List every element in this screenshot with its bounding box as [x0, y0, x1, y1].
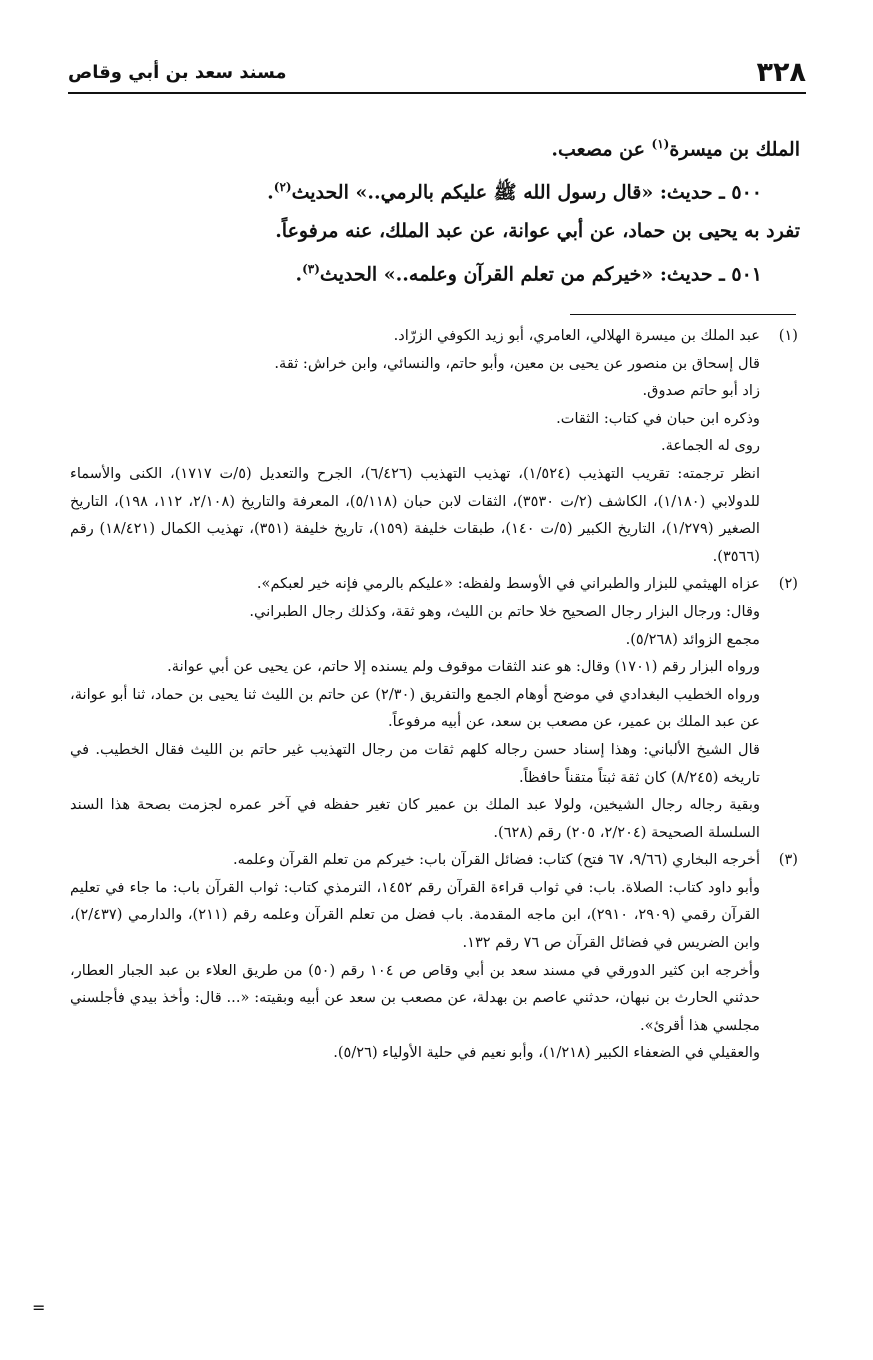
main-line-3: تفرد به يحيى بن حماد، عن أبي عوانة، عن عبد الملك، عنه مرفوعاً. — [275, 219, 800, 242]
footnote-paragraph: عبد الملك بن ميسرة الهلالي، العامري، أبو زيد الكوفي الزرّاد. — [393, 327, 760, 344]
hadith-501-text: «خيركم من تعلم القرآن وعلمه..» الحديث — [319, 262, 660, 285]
hadith-500-text: «قال رسول الله ﷺ عليكم بالرمي..» الحديث — [291, 181, 660, 204]
footnote-paragraph: زاد أبو حاتم صدوق. — [642, 382, 760, 400]
page-number: ٣٢٨ — [756, 57, 806, 88]
footnote-paragraph: وبقية رجاله رجال الشيخين، ولولا عبد الملك بن عمير كان تغير حفظه في آخر عمره لجزمت بصحة هذا السند السلسلة الصحيحة (٢/٢٠٤، ٢٠٥) رقم (٦٢٨). — [70, 796, 760, 841]
running-title: مسند سعد بن أبي وقاص — [68, 62, 287, 83]
hadith-500-label: ٥٠٠ ـ حديث: — [659, 181, 762, 204]
footnote-paragraph: ورواه الخطيب البغدادي في موضح أوهام الجمع والتفريق (٢/٣٠) عن حاتم بن الليث ثنا يحيى بن حماد، ثنا أبو عوانة، عن عبد الملك بن عمير، عن مصعب بن سعد، عن أبيه مرفوعاً. — [70, 685, 760, 731]
footnote-paragraph: وذكره ابن حبان في كتاب: الثقات. — [556, 409, 760, 427]
footnote-paragraph: وقال: ورجال البزار رجال الصحيح خلا حاتم بن الليث، وهو ثقة، وكذلك رجال الطبراني. — [249, 602, 760, 620]
continuation-mark: = — [32, 1298, 46, 1317]
footnote-ref-2: (٢) — [273, 180, 292, 195]
footnote-paragraph: روى له الجماعة. — [660, 437, 760, 455]
footnote-paragraph: وأخرجه ابن كثير الدورقي في مسند سعد بن أبي وقاص ص ١٠٤ رقم (٥٠) من طريق العلاء بن عبد الجبار العطار، حدثني الحارث بن نبهان، حدثني عاصم بن بهدلة، عن مصعب بن سعد عن أبيه وبقيته: «... قال: وأخذ بيدي فأجلسني مجلسي هذا أقرئ». — [70, 961, 760, 1034]
footnote-paragraph: مجمع الزوائد (٥/٢٦٨). — [625, 630, 760, 648]
main-text — [82, 125, 800, 293]
footnote-separator — [570, 314, 796, 315]
footnote-paragraph: عزاه الهيثمي للبزار والطبراني في الأوسط ولفظه: «عليكم بالرمي فإنه خير لعبكم». — [256, 575, 760, 593]
footnote-ref-1: (١) — [651, 137, 670, 151]
footnote-3 — [70, 846, 798, 1067]
footnote-paragraph: انظر ترجمته: تقريب التهذيب (١/٥٢٤)، تهذيب التهذيب (٦/٤٢٦)، الجرح والتعديل (٥/ت ١٧١٧)، الكنى والأسماء للدولابي (١/١٨٠)، الكاشف (٢/ت ٣٥٣٠)، الثقات لابن حبان (٥/١١٨)، المعرفة والتاريخ (٢/١٠٨، ١١٢، ١٩٨)، التاريخ الصغير (١/٢٧٩)، التاريخ الكبير (٥/ت ١٤٠)، طبقات خليفة (١٥٩)، تاريخ خليفة (٣٥١)، تهذيب الكمال (١٨/٤٢١) رقم (٣٥٦٦). — [70, 464, 760, 565]
footnote-1 — [70, 322, 798, 570]
footnote-number: (١) — [778, 327, 798, 344]
footnote-paragraph: وأبو داود كتاب: الصلاة. باب: في ثواب قراءة القرآن رقم ١٤٥٢، الترمذي كتاب: ثواب القرآن باب: ما جاء في تعليم القرآن رقمي (٢٩٠٩، ٢٩١٠)، ابن ماجه المقدمة. باب فضل من تعلم القرآن وعلمه رقم (٢١١)، والدارمي (٢/٤٣٧)، وابن الضريس في فضائل القرآن ص ٧٦ رقم ١٣٢. — [70, 878, 760, 952]
footnote-paragraph: قال الشيخ الألباني: وهذا إسناد حسن رجاله كلهم ثقات من رجال التهذيب غير حاتم بن الليث فقال الخطيب. في تاريخه (٨/٢٤٥) كان ثقة ثبتاً متقناً حافظاً. — [70, 740, 760, 786]
hadith-501: ٥٠١ ـ حديث: «خيركم من تعلم القرآن وعلمه..» الحديث$^{(٣)}$. — [295, 261, 762, 285]
footnote-paragraph: والعقيلي في الضعفاء الكبير (١/٢١٨)، وأبو نعيم في حلية الأولياء (٥/٢٦). — [333, 1044, 760, 1062]
page-header — [68, 58, 806, 94]
footnote-paragraph: ورواه البزار رقم (١٧٠١) وقال: هو عند الثقات موقوف ولم يسنده إلا حاتم، عن يحيى عن أبي عوانة. — [167, 658, 760, 676]
hadith-500: ٥٠٠ ـ حديث: «قال رسول الله ﷺ عليكم بالرمي..» الحديث$^{(٢)}$. — [267, 180, 762, 204]
footnote-2 — [70, 570, 798, 846]
footnote-paragraph: أخرجه البخاري (٩/٦٦، ٦٧ فتح) كتاب: فضائل القرآن باب: خيركم من تعلم القرآن وعلمه. — [233, 851, 760, 869]
footnote-paragraph: قال إسحاق بن منصور عن يحيى بن معين، وأبو حاتم، والنسائي، وابن خراش: ثقة. — [274, 354, 760, 372]
footnote-number: (٣) — [778, 851, 798, 869]
footnote-ref-3: (٣) — [302, 261, 320, 276]
footnote-number: (٢) — [778, 575, 798, 593]
main-line-1: الملك بن ميسرة$^{(١)}$ عن مصعب. — [551, 137, 800, 161]
footnotes — [70, 322, 798, 1067]
hadith-501-label: ٥٠١ ـ حديث: — [659, 262, 762, 285]
